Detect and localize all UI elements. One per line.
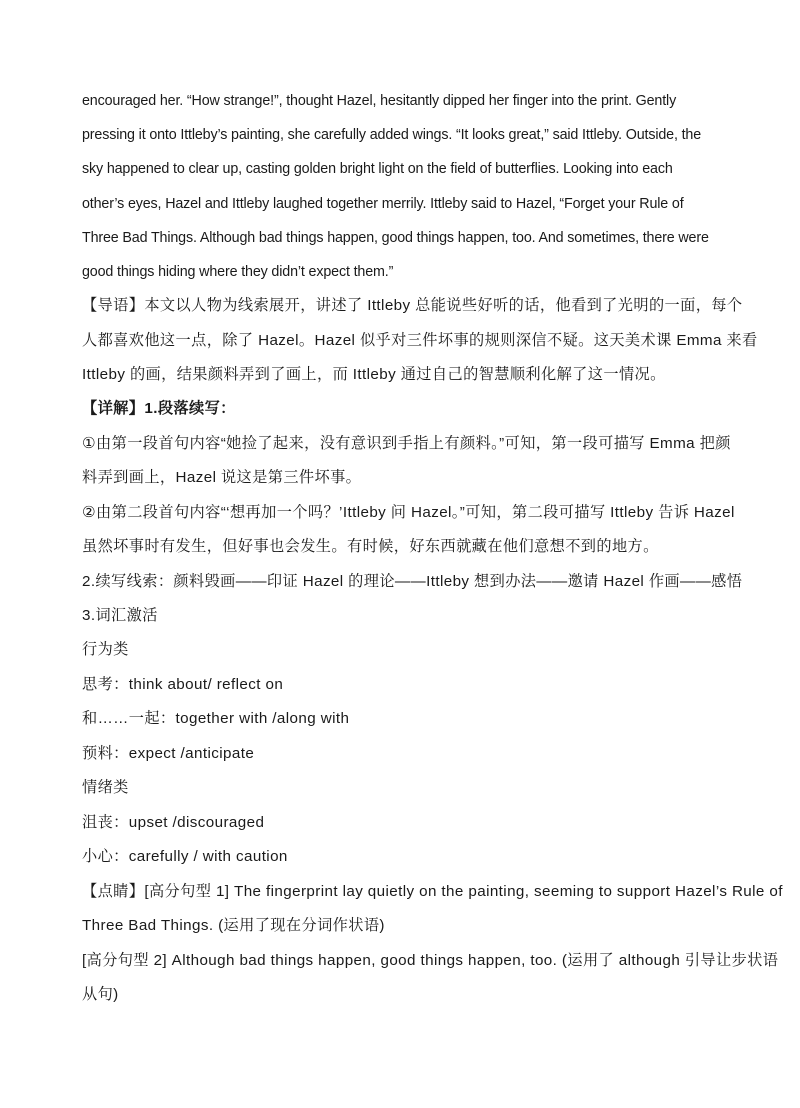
highlight-line: 【点睛】[高分句型 1] The fingerprint lay quietly on the painting, seeming to support Hazel’s Rule of (82, 883, 783, 900)
highlight-line: [高分句型 2] Although bad things happen, good things happen, too. (运用了 although 引导让步状语 (82, 952, 779, 969)
vocab-item: 和……一起：together with /along with (82, 710, 350, 727)
detail-line: ②由第二段首句内容“‘想再加一个吗？’Ittleby 问 Hazel。”可知，第二段可描写 Ittleby 告诉 Hazel (82, 504, 735, 521)
detail-heading: 【详解】1.段落续写： (82, 400, 236, 417)
story-line: sky happened to clear up, casting golden bright light on the field of butterflies. Looking into each (82, 161, 673, 177)
highlight-line: Three Bad Things. (运用了现在分词作状语) (82, 917, 385, 934)
story-line: other’s eyes, Hazel and Ittleby laughed together merrily. Ittleby said to Hazel, “Forget your Rule of (82, 196, 684, 212)
detail-line: 2.续写线索：颜料毁画——印证 Hazel 的理论——Ittleby 想到办法——邀请 Hazel 作画——感悟 (82, 573, 743, 590)
highlight-line: 从句) (82, 986, 119, 1003)
intro-line: 【导语】本文以人物为线索展开，讲述了 Ittleby 总能说些好听的话，他看到了光明的一面，每个 (82, 297, 743, 314)
intro-line: Ittleby 的画，结果颜料弄到了画上，而 Ittleby 通过自己的智慧顺利化解了这一情况。 (82, 366, 666, 383)
story-line: encouraged her. “How strange!”, thought Hazel, hesitantly dipped her finger into the print. Gently (82, 93, 677, 109)
detail-line: 料弄到画上，Hazel 说这是第三件坏事。 (82, 469, 362, 486)
vocab-item: 小心：carefully / with caution (82, 848, 288, 865)
vocab-item: 思考：think about/ reflect on (82, 676, 284, 693)
vocab-category: 情绪类 (82, 779, 129, 796)
intro-line: 人都喜欢他这一点，除了 Hazel。Hazel 似乎对三件坏事的规则深信不疑。这天美术课 Emma 来看 (82, 332, 758, 349)
detail-line: 3.词汇激活 (82, 607, 158, 624)
story-line: Three Bad Things. Although bad things happen, good things happen, too. And sometimes, there were (82, 230, 709, 246)
vocab-category: 行为类 (82, 641, 129, 658)
detail-line: ①由第一段首句内容“她捡了起来，没有意识到手指上有颜料。”可知，第一段可描写 Emma 把颜 (82, 435, 731, 452)
story-line: pressing it onto Ittleby’s painting, she carefully added wings. “It looks great,” said Ittleby. Outside, the (82, 127, 702, 143)
story-line: good things hiding where they didn’t expect them.” (82, 264, 394, 280)
vocab-item: 预料：expect /anticipate (82, 745, 255, 762)
detail-line: 虽然坏事时有发生，但好事也会发生。有时候，好东西就藏在他们意想不到的地方。 (82, 538, 659, 555)
vocab-item: 沮丧：upset /discouraged (82, 814, 265, 831)
